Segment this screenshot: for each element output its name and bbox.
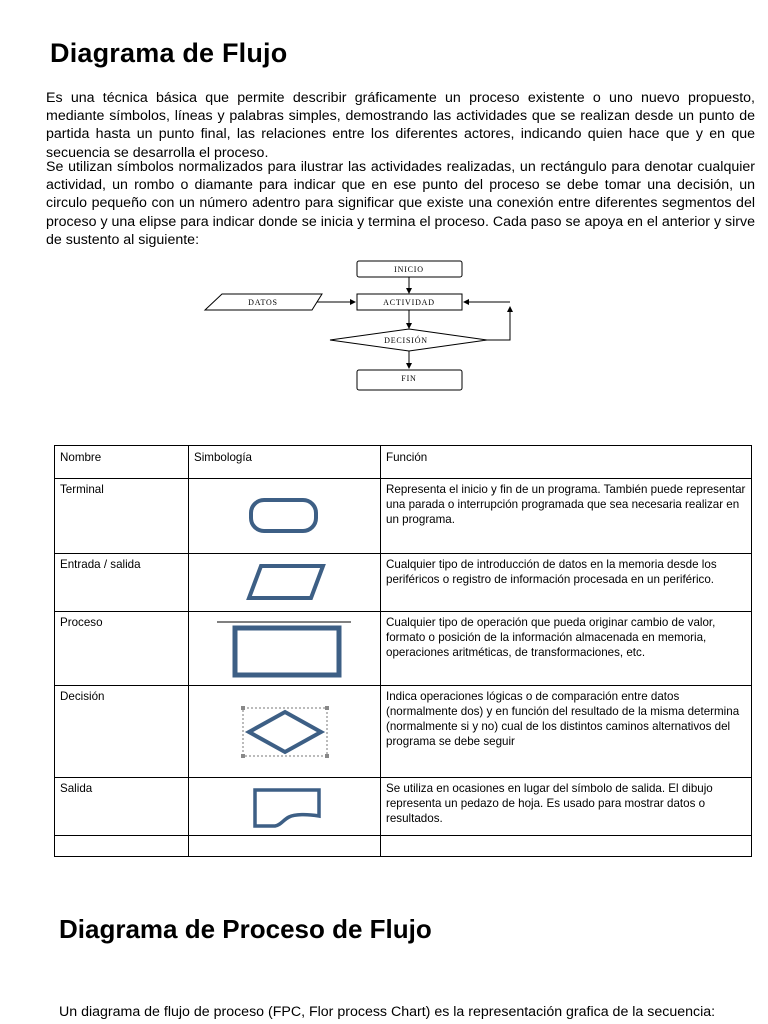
table-row [55,479,752,554]
section-title-2: Diagrama de Proceso de Flujo [59,914,432,944]
fin-label: FIN [401,374,417,383]
empty-cell [189,836,381,857]
table-row [55,778,752,836]
parallelogram-icon [235,560,335,606]
diamond-icon [235,702,335,762]
empty-cell [55,836,189,857]
row-name: Entrada / salida [55,554,189,612]
symbol-cell [189,686,381,778]
empty-cell [381,836,752,857]
row-name: Decisión [55,686,189,778]
section-title: Diagrama de Flujo [50,38,288,68]
intro-paragraph: Es una técnica básica que permite describir gráficamente un proceso existente o uno nuevo propuesto, mediante símbolos, líneas y palabras simples, demostrando las actividades que se realizan desde un punto de partida hasta un punto final, las relaciones entre los diferentes actores, indicando quien hace que y en que secuencia se desarrolla el proceso. [46,90,755,161]
symbols-paragraph: Se utilizan símbolos normalizados para ilustrar las actividades realizadas, un rectángulo para denotar cualquier actividad, un rombo o diamante para indicar que en ese punto del proceso se debe tomar una decisión, un circulo pequeño con un número adentro para significar que existe una conexión entre diferentes segmentos del proceso y una elipse para indicar donde se inicia y termina el proceso. Cada paso se apoya en el anterior y sirve de sustento al siguiente: [46,159,755,248]
row-function: Representa el inicio y fin de un programa. También puede representar una parada o interrupción programada que sea necesaria realizar en un programa. [381,479,752,554]
table-row [55,612,752,686]
table-header-row [55,446,752,479]
row-function: Indica operaciones lógicas o de comparación entre datos (normalmente dos) y en función del resultado de la misma determina (normalmente si y no) cual de los distintos caminos alternativos del programa se debe seguir [381,686,752,778]
header-funcion: Función [381,446,752,479]
symbol-table [54,445,752,857]
inicio-label: INICIO [394,265,424,274]
symbol-cell [189,479,381,554]
symbol-cell [189,554,381,612]
table-row-empty [55,836,752,857]
header-simbologia: Simbología [189,446,381,479]
datos-label: DATOS [248,298,278,307]
row-name: Terminal [55,479,189,554]
row-function: Cualquier tipo de introducción de datos en la memoria desde los periféricos o registro de información procesada en un periférico. [381,554,752,612]
process-chart-paragraph: Un diagrama de flujo de proceso (FPC, Flor process Chart) es la representación grafica de la secuencia: [59,1004,716,1020]
table-row [55,554,752,612]
header-nombre: Nombre [55,446,189,479]
actividad-label: ACTIVIDAD [383,298,435,307]
document-icon [235,784,335,830]
symbol-cell [189,612,381,686]
row-function: Cualquier tipo de operación que pueda originar cambio de valor, formato o posición de la información almacenada en memoria, operaciones aritméticas, de transformaciones, etc. [381,612,752,686]
terminal-symbol-icon [235,493,335,539]
decision-label: DECISIÓN [384,336,428,345]
symbol-cell [189,778,381,836]
row-function: Se utiliza en ocasiones en lugar del símbolo de salida. El dibujo representa un pedazo de hoja. Es usado para mostrar datos o resultados. [381,778,752,836]
row-name: Salida [55,778,189,836]
row-name: Proceso [55,612,189,686]
example-flow-diagram [200,255,530,395]
table-row [55,686,752,778]
rectangle-icon [215,617,355,681]
